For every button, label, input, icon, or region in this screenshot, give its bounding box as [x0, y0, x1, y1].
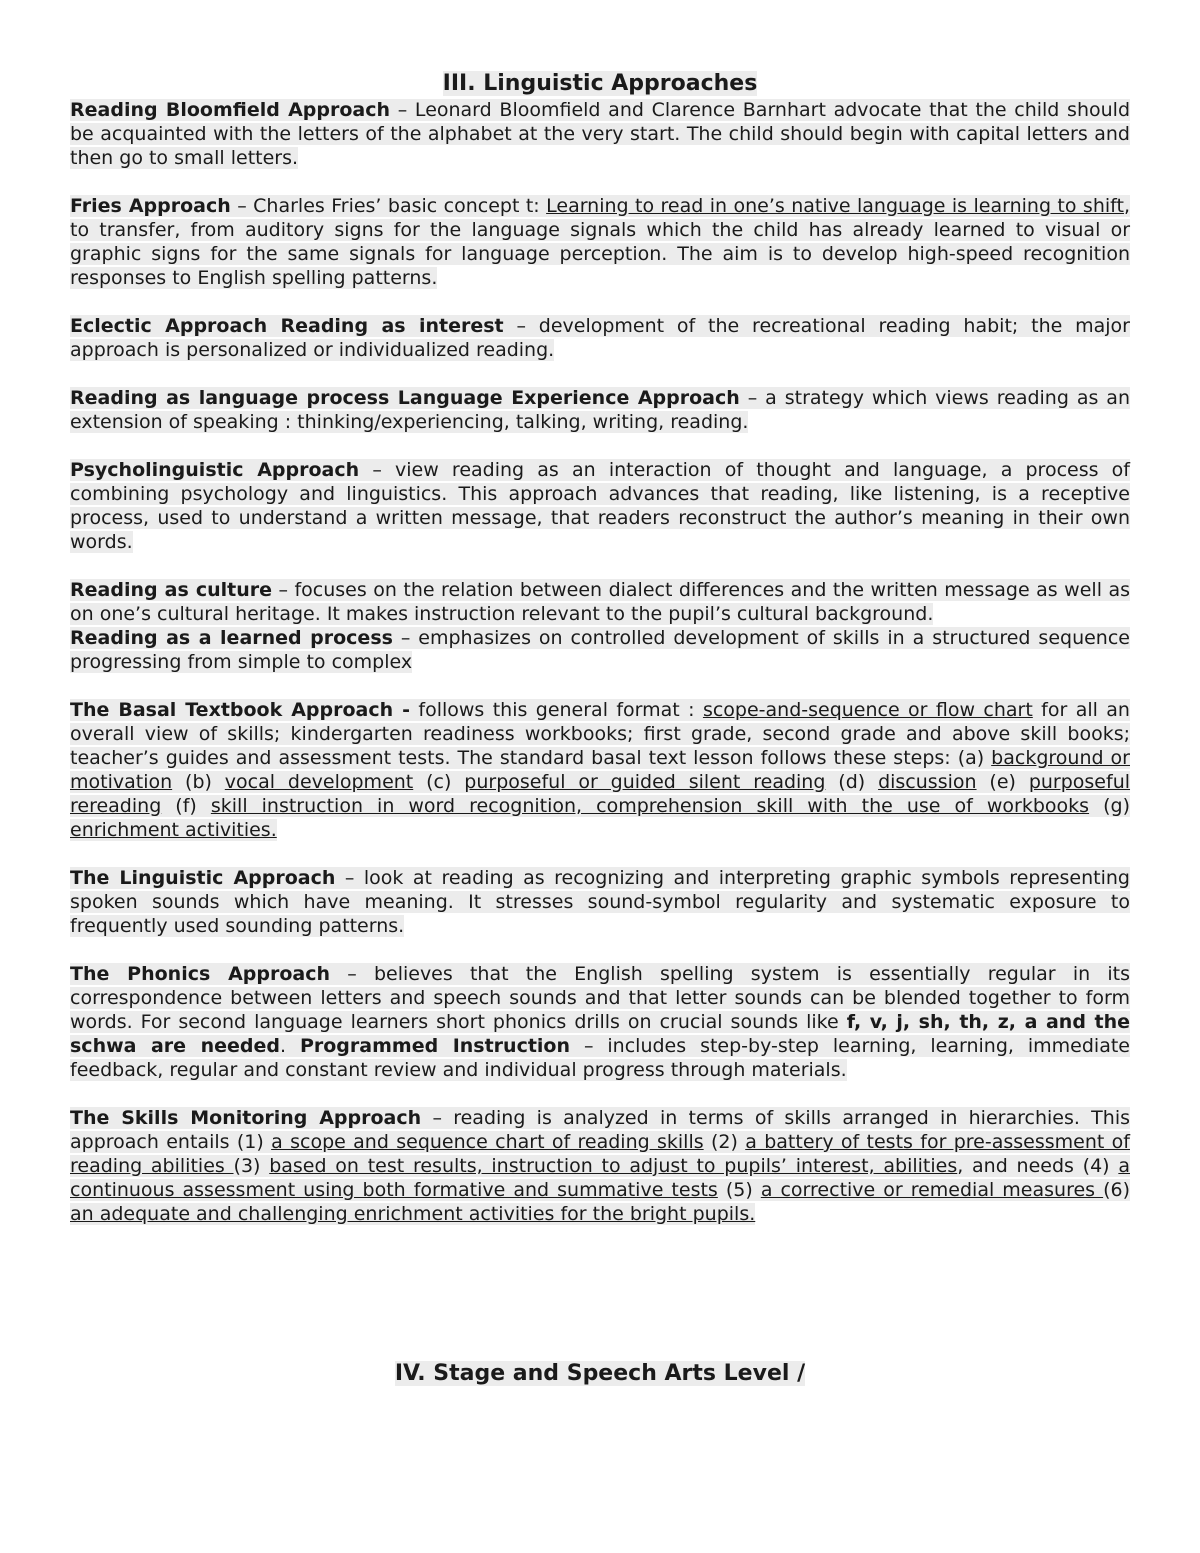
paragraph-phonics: The Phonics Approach – believes that the English spelling system is essentially regular in its correspondence between letters and speech sounds and that letter sounds can be blended together to form words. For second language learners short phonics drills on crucial sounds like f, v, j, sh, th, z, a and the schwa are needed. Programmed Instruction – includes step-by-step learning, learning, immediate feedback, regular and constant review and individual progress through materials.: [70, 963, 1130, 1081]
paragraph-culture: Reading as culture – focuses on the relation between dialect differences and the written message as well as on one’s cultural heritage. It makes instruction relevant to the pupil’s cultural background.: [70, 579, 1130, 625]
paragraph-psycholinguistic: Psycholinguistic Approach – view reading as an interaction of thought and language, a process of combining psychology and linguistics. This approach advances that reading, like listening, is a receptive process, used to understand a written message, that readers reconstruct the author’s meaning in their own words.: [70, 459, 1130, 553]
paragraph-learned-process: Reading as a learned process – emphasizes on controlled development of skills in a structured sequence progressing from simple to complex: [70, 627, 1130, 673]
section-heading: III. Linguistic Approaches: [442, 71, 758, 96]
paragraph-language-experience: Reading as language process Language Experience Approach – a strategy which views reading as an extension of speaking : thinking/experiencing, talking, writing, reading.: [70, 387, 1130, 433]
paragraph-skills-monitoring: The Skills Monitoring Approach – reading is analyzed in terms of skills arranged in hierarchies. This approach entails (1) a scope and sequence chart of reading skills (2) a battery of tests for pre-assessment of reading abilities (3) based on test results, instruction to adjust to pupils’ interest, abilities, and needs (4) a continuous assessment using both formative and summative tests (5) a corrective or remedial measures (6) an adequate and challenging enrichment activities for the bright pupils.: [70, 1107, 1131, 1225]
paragraph-bloomfield: Reading Bloomfield Approach – Leonard Bloomfield and Clarence Barnhart advocate that the child should be acquainted with the letters of the alphabet at the very start. The child should begin with capital letters and then go to small letters.: [70, 99, 1131, 169]
document-page: [70, 70, 1131, 1386]
paragraph-linguistic: The Linguistic Approach – look at reading as recognizing and interpreting graphic symbols representing spoken sounds which have meaning. It stresses sound-symbol regularity and systematic exposure to frequently used sounding patterns.: [70, 867, 1130, 937]
paragraph-basal: The Basal Textbook Approach - follows this general format : scope-and-sequence or flow chart for all an overall view of skills; kindergarten readiness workbooks; first grade, second grade and above skill books; teacher’s guides and assessment tests. The standard basal text lesson follows these steps: (a) background or motivation (b) vocal development (c) purposeful or guided silent reading (d) discussion (e) purposeful rereading (f) skill instruction in word recognition, comprehension skill with the use of workbooks (g) enrichment activities.: [70, 699, 1131, 841]
section-heading-2: IV. Stage and Speech Arts Level /: [394, 1361, 806, 1386]
paragraph-eclectic: Eclectic Approach Reading as interest – development of the recreational reading habit; the major approach is personalized or individualized reading.: [70, 315, 1130, 361]
paragraph-fries: Fries Approach – Charles Fries’ basic concept t: Learning to read in one’s native language is learning to shift, to transfer, from auditory signs for the language signals which the child has already learned to visual or graphic signs for the same signals for language perception. The aim is to develop high-speed recognition responses to English spelling patterns.: [70, 195, 1131, 289]
term: Reading Bloomfield Approach: [70, 99, 391, 121]
